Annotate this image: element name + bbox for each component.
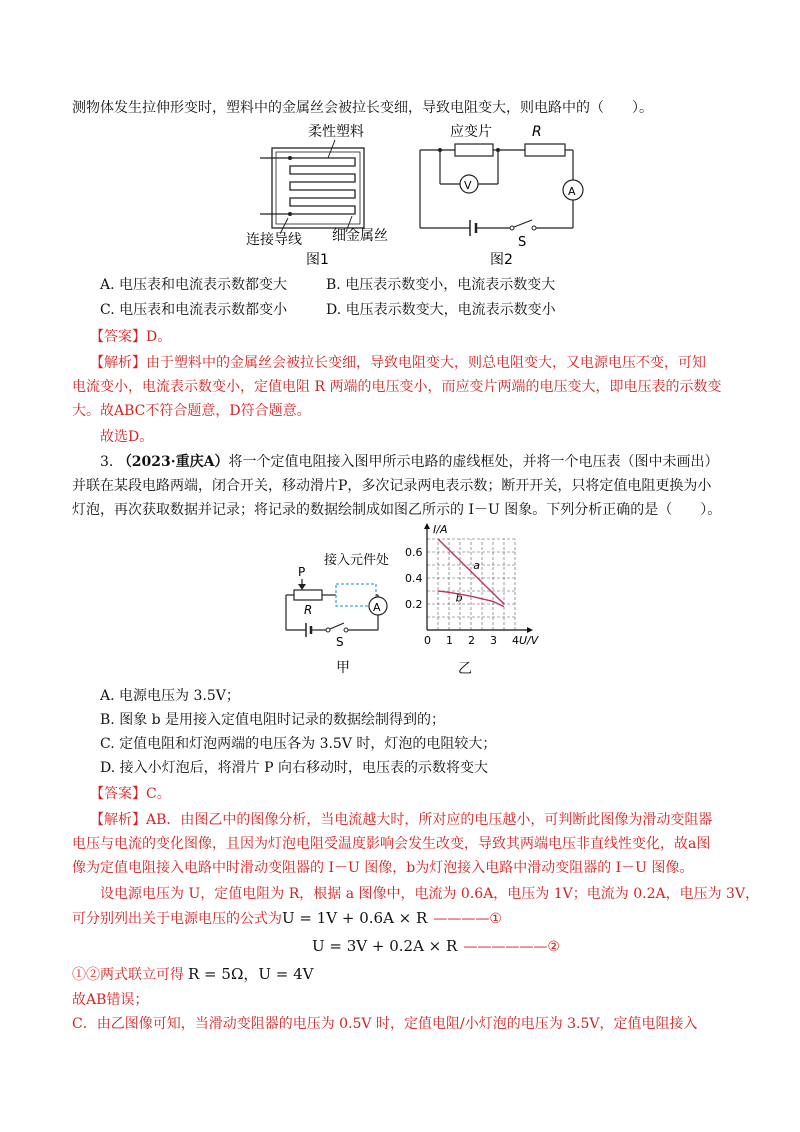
x-tick-label: 1 <box>446 634 453 647</box>
y-tick-label: 0.4 <box>405 572 423 585</box>
q2-analysis-2: 电流变小，电流表示数变小，定值电阻 R 两端的电压变小，而应变片两端的电压变大，即电压表的示数变 <box>72 379 722 395</box>
q2-stem-tail: 测物体发生拉伸形变时，塑料中的金属丝会被拉长变细，导致电阻变大，则电路中的（ ）。 <box>72 100 653 116</box>
q3-result-prefix: ①②两式联立可得 <box>72 967 184 983</box>
q2-answer: 【答案】D。 <box>90 329 172 345</box>
fig1-label-right: 细金属丝 <box>332 228 388 244</box>
fig1-label-top: 柔性塑料 <box>308 124 364 140</box>
fig1-label-left: 连接导线 <box>246 232 302 248</box>
q3-number: 3. <box>100 454 114 470</box>
fig2-label-S: S <box>518 235 527 250</box>
x-tick-label: 2 <box>468 634 475 647</box>
q3-calc-2-prefix: 可分别列出关于电源电压的公式为 <box>72 911 282 927</box>
q2-figure-2 <box>410 118 590 268</box>
q3-c-line: C．由乙图像可知，当滑动变阻器的电压为 0.5V 时，定值电阻/小灯泡的电压为 3.5V，定值电阻接入 <box>72 1016 698 1032</box>
fig2-label-R: R <box>532 124 542 140</box>
x-axis-arrow <box>527 627 533 633</box>
q3-eq2: U = 3V + 0.2A × R <box>312 937 458 955</box>
q3-chart-yi <box>395 518 539 680</box>
q3-stem-2: 并联在某段电路两端，闭合开关，移动滑片P，多次记录两电表示数；断开开关，只将定值电阻更换为小 <box>72 478 712 494</box>
x-axis-label: U/V <box>519 634 539 647</box>
q2-option-c: C. 电压表和电流表示数都变小 <box>100 302 288 318</box>
jia-label-A: A <box>373 601 381 614</box>
q3-eq2-line <box>312 936 560 957</box>
fig2-label-V: V <box>464 179 472 192</box>
q3-figure-jia <box>278 540 408 680</box>
q3-eq1-tag: ————① <box>433 911 502 927</box>
q2-analysis-1: 【解析】由于塑料中的金属丝会被拉长变细，导致电阻变大，则总电阻变大，又电源电压不变，可知 <box>90 355 706 371</box>
q3-calc-2 <box>72 908 502 929</box>
series-label-a: a <box>473 558 480 572</box>
q3-option-a: A. 电源电压为 3.5V； <box>100 688 240 704</box>
q3-answer: 【答案】C。 <box>90 786 171 802</box>
q3-option-b: B. 图象 b 是用接入定值电阻时记录的数据绘制得到的； <box>100 712 446 728</box>
q2-analysis-3: 大。故ABC不符合题意，D符合题意。 <box>72 403 311 419</box>
series-label-b: b <box>455 591 463 605</box>
q2-figure-1 <box>240 118 420 268</box>
fig2-label-gauge: 应变片 <box>450 124 492 140</box>
x-tick-label: 3 <box>490 634 497 647</box>
fig1-caption: 图1 <box>306 252 329 268</box>
q3-eq2-tag: ——————② <box>463 939 560 955</box>
q3-analysis-2: 电压与电流的变化图像，且因为灯泡电阻受温度影响会发生改变，导致其两端电压非直线性变化，故a图 <box>72 836 711 852</box>
q3-analysis-3: 像为定值电阻接入电路中时滑动变阻器的 I－U 图像，b为灯泡接入电路中滑动变阻器的 I－U 图像。 <box>72 860 694 876</box>
q3-result: R = 5Ω，U = 4V <box>188 965 314 983</box>
q3-option-d: D. 接入小灯泡后，将滑片 P 向右移动时，电压表的示数将变大 <box>100 760 488 776</box>
fig2-caption: 图2 <box>490 252 513 268</box>
q3-stem-line-1 <box>100 452 719 472</box>
q3-ab-wrong: 故AB错误； <box>72 992 149 1008</box>
x-tick-label: 4 <box>512 634 519 647</box>
q3-source: （2023·重庆A） <box>117 454 229 470</box>
q3-analysis-1: 【解析】AB．由图乙中的图像分析，当电流越大时，所对应的电压越小，可判断此图像为滑动变阻器 <box>90 812 713 828</box>
q3-calc-1: 设电源电压为 U，定值电阻为 R，根据 a 图像中，电流为 0.6A，电压为 1V；电流为 0.2A，电压为 3V， <box>100 886 760 902</box>
q2-option-d: D. 电压表示数变大，电流表示数变小 <box>326 302 556 318</box>
q3-result-line <box>72 964 314 985</box>
jia-caption: 甲 <box>336 660 350 676</box>
q3-option-c: C. 定值电阻和灯泡两端的电压各为 3.5V 时，灯泡的电阻较大； <box>100 736 497 752</box>
q3-eq1: U = 1V + 0.6A × R <box>282 909 428 927</box>
yi-caption: 乙 <box>458 661 472 677</box>
q3-stem-1: 将一个定值电阻接入图甲所示电路的虚线框处，并将一个电压表（图中未画出） <box>228 454 719 470</box>
q2-option-a: A. 电压表和电流表示数都变大 <box>100 277 288 293</box>
jia-label-R: R <box>304 603 313 617</box>
fig2-label-A: A <box>568 185 576 198</box>
jia-label-slot: 接入元件处 <box>324 553 390 568</box>
y-tick-label: 0.6 <box>405 546 423 559</box>
x-tick-label: 0 <box>424 634 431 647</box>
q2-option-b: B. 电压表示数变小，电流表示数变大 <box>326 277 556 293</box>
jia-label-P: P <box>298 565 306 579</box>
y-axis-label: I/A <box>433 523 448 536</box>
q2-choose: 故选D。 <box>100 429 154 445</box>
y-tick-label: 0.2 <box>405 598 423 611</box>
q3-stem-3: 灯泡，再次获取数据并记录；将记录的数据绘制成如图乙所示的 I－U 图象。下列分析正确的是（ ）。 <box>72 502 722 518</box>
y-axis-arrow <box>424 523 430 529</box>
jia-label-S: S <box>336 635 344 649</box>
